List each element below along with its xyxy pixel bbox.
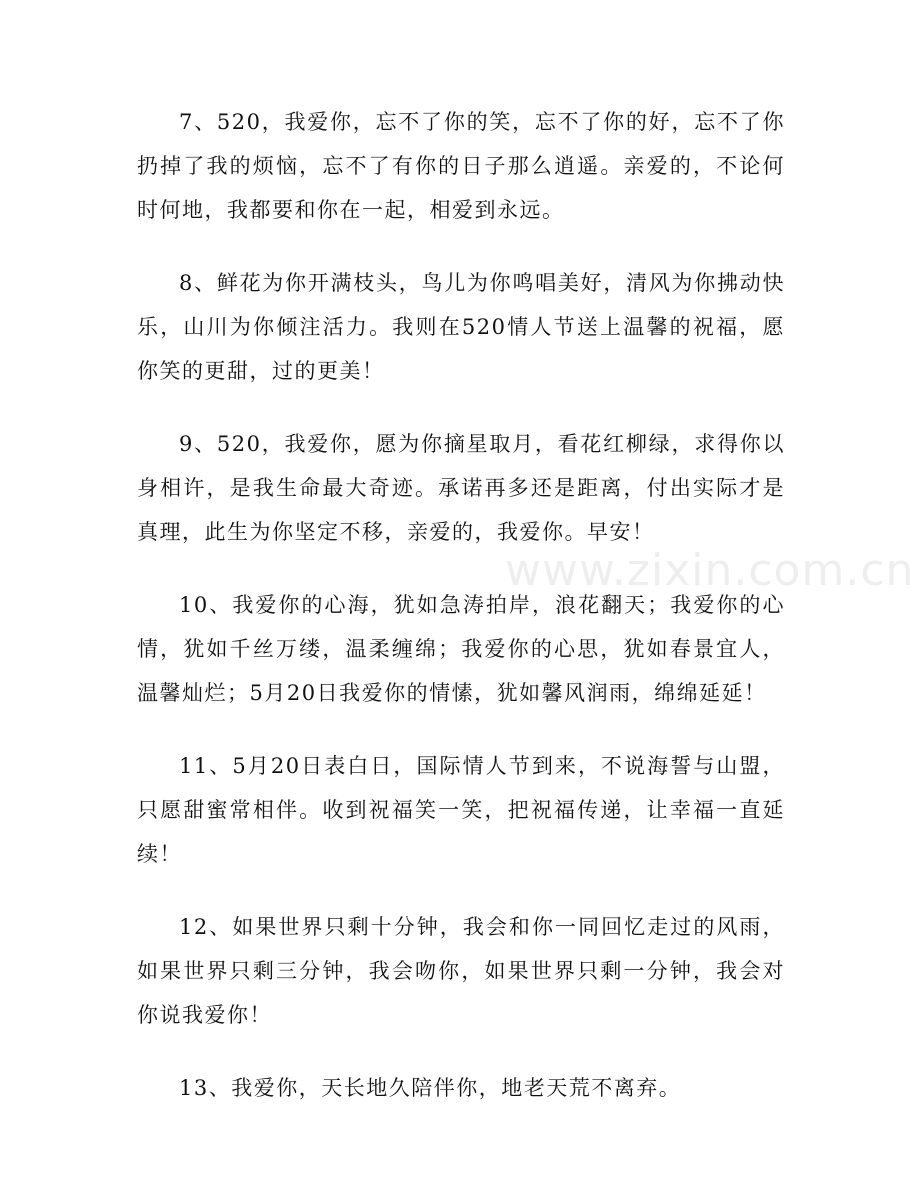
- paragraph-10: 10、我爱你的心海，犹如急涛拍岸，浪花翻天；我爱你的心情，犹如千丝万缕，温柔缠绵；我爱你的心思，犹如春景宜人，温馨灿烂；5月20日我爱你的情愫，犹如馨风润雨，绵绵延延！: [137, 593, 785, 705]
- document-body: [137, 100, 785, 1139]
- paragraph-11: 11、5月20日表白日，国际情人节到来，不说海誓与山盟，只愿甜蜜常相伴。收到祝福笑一笑，把祝福传递，让幸福一直延续！: [137, 754, 785, 866]
- paragraph-8: 8、鲜花为你开满枝头，鸟儿为你鸣唱美好，清风为你拂动快乐，山川为你倾注活力。我则在520情人节送上温馨的祝福，愿你笑的更甜，过的更美！: [137, 271, 785, 383]
- paragraph-12: 12、如果世界只剩十分钟，我会和你一同回忆走过的风雨，如果世界只剩三分钟，我会吻你，如果世界只剩一分钟，我会对你说我爱你！: [137, 915, 785, 1027]
- watermark: www.zixin.com.cn: [505, 545, 915, 596]
- paragraph-9: 9、520，我爱你，愿为你摘星取月，看花红柳绿，求得你以身相许，是我生命最大奇迹。承诺再多还是距离，付出实际才是真理，此生为你坚定不移，亲爱的，我爱你。早安！: [137, 432, 785, 544]
- paragraph-7: 7、520，我爱你，忘不了你的笑，忘不了你的好，忘不了你扔掉了我的烦恼，忘不了有你的日子那么逍遥。亲爱的，不论何时何地，我都要和你在一起，相爱到永远。: [137, 110, 785, 222]
- paragraph-13: 13、我爱你，天长地久陪伴你，地老天荒不离弃。: [179, 1076, 682, 1100]
